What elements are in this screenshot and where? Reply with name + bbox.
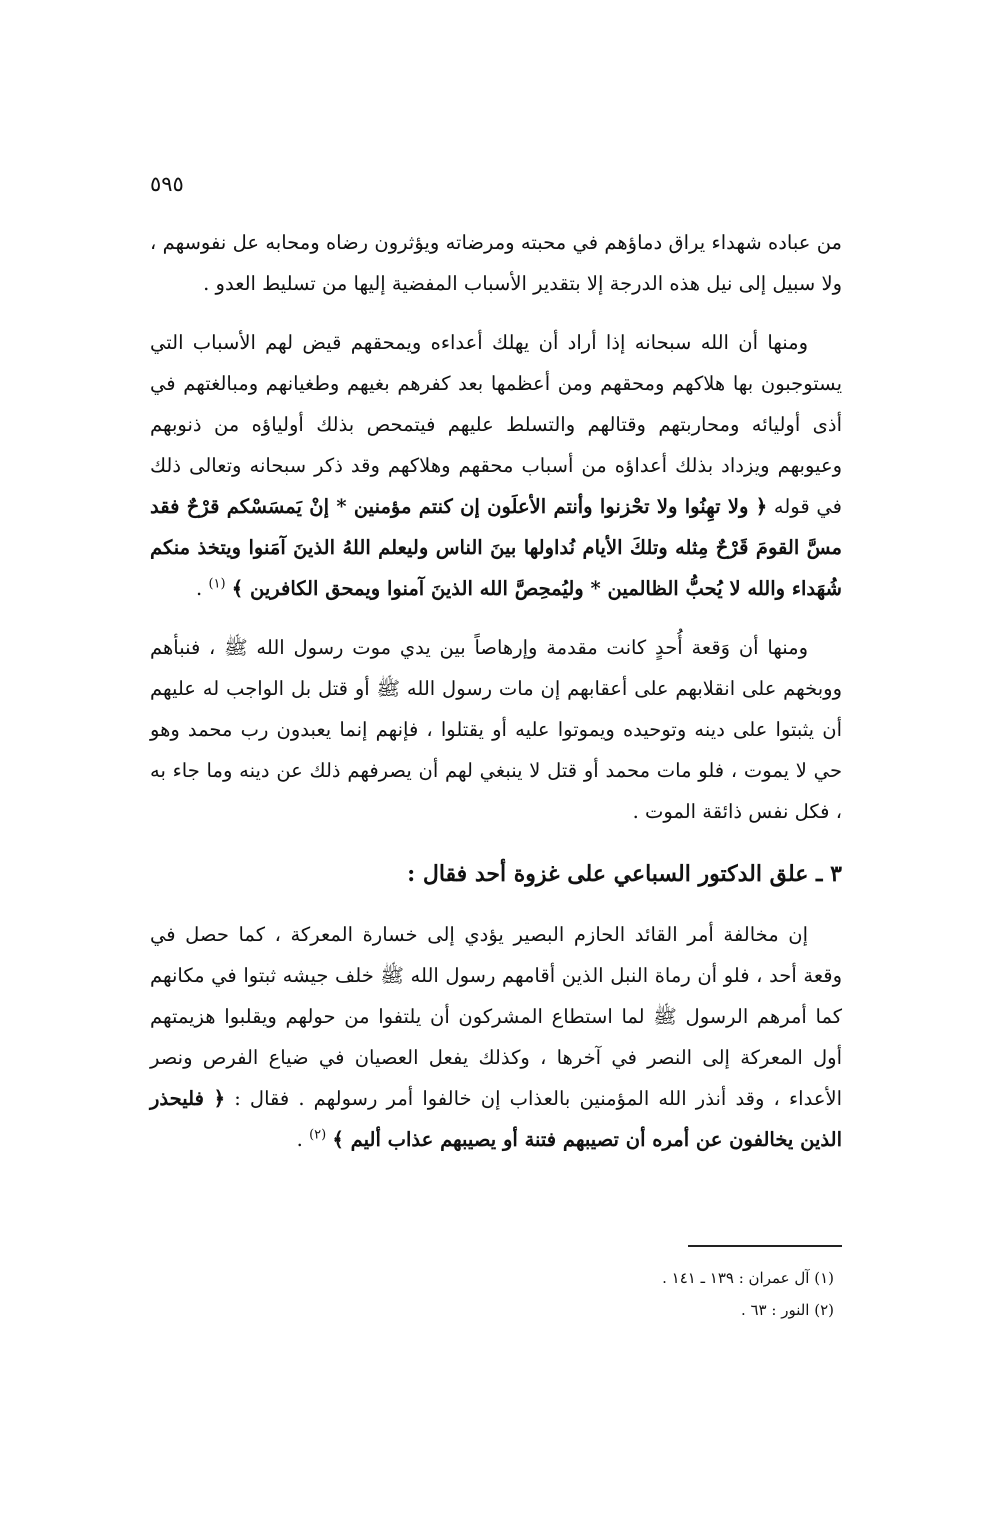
- paragraph-2-end: .: [196, 577, 209, 600]
- paragraph-4-end: .: [296, 1128, 310, 1151]
- paragraph-2: [150, 322, 842, 609]
- footnote-ref-1[interactable]: (١): [208, 576, 226, 592]
- quran-verse-1: ﴿ ولا تهِنُوا ولا تحْزنوا وأنتم الأعلَون إن كنتم مؤمنين * إنْ يَمسَسْكم قرْحٌ فقد مسَّ القومَ قَرْحٌ مِثله وتلكَ الأيام نُداولها بينَ الناس وليعلم اللهُ الذينَ آمَنوا ويتخذ منكم شُهَداء والله لا يُحبُّ الظالمين * وليُمحِصَّ الله الذينَ آمنوا ويمحق الكافرين ﴾: [150, 495, 842, 600]
- footnote-1: (١) آل عمران : ١٣٩ ـ ١٤١ .: [662, 1269, 834, 1287]
- paragraph-4: [150, 914, 842, 1160]
- page-number: ٥٩٥: [150, 172, 184, 196]
- footnotes: [150, 1262, 842, 1326]
- footnote-2: (٢) النور : ٦٣ .: [740, 1301, 834, 1319]
- footnote-ref-2[interactable]: (٢): [309, 1127, 327, 1143]
- paragraph-4-text: إن مخالفة أمر القائد الحازم البصير يؤدي إلى خسارة المعركة ، كما حصل في وقعة أحد ، فلو أن رماة النبل الذين أقامهم رسول الله ﷺ خلف جيشه ثبتوا في مكانهم كما أمرهم الرسول ﷺ لما استطاع المشركون أن يلتفوا من حولهم ويقلبوا هزيمتهم أول المعركة إلى النصر في آخرها ، وكذلك يفعل العصيان في ضياع الفرص ونصر الأعداء ، وقد أنذر الله المؤمنين بالعذاب إن خالفوا أمر رسولهم . فقال :: [150, 923, 843, 1110]
- book-page: [150, 0, 842, 1518]
- main-text: [150, 222, 842, 1160]
- quran-verse-2: ﴿ فليحذر الذين يخالفون عن أمره أن تصيبهم فتنة أو يصيبهم عذاب أليم ﴾: [150, 1087, 842, 1151]
- footnote-divider: [688, 1245, 842, 1247]
- paragraph-1: من عباده شهداء يراق دماؤهم في محبته ومرضاته ويؤثرون رضاه ومحابه عل نفوسهم ، ولا سبيل إلى نيل هذه الدرجة إلا بتقدير الأسباب المفضية إليها من تسليط العدو .: [150, 231, 842, 295]
- paragraph-2-text: ومنها أن الله سبحانه إذا أراد أن يهلك أعداءه ويمحقهم قيض لهم الأسباب التي يستوجبون بها هلاكهم ومحقهم ومن أعظمها بعد كفرهم بغيهم وطغيانهم ومبالغتهم في أذى أوليائه ومحاربتهم وقتالهم والتسلط عليهم فيتمحص بذلك أولياؤه من ذنوبهم وعيوبهم ويزداد بذلك أعداؤه من أسباب محقهم وهلاكهم وقد ذكر سبحانه وتعالى ذلك في قوله: [150, 331, 842, 518]
- paragraph-3: ومنها أن وَقعة أُحدٍ كانت مقدمة وإرهاصاً بين يدي موت رسول الله ﷺ ، فنبأهم ووبخهم على انقلابهم على أعقابهم إن مات رسول الله ﷺ أو قتل بل الواجب له عليهم أن يثبتوا على دينه وتوحيده ويموتوا عليه أو يقتلوا ، فإنهم إنما يعبدون رب محمد وهو حي لا يموت ، فلو مات محمد أو قتل لا ينبغي لهم أن يصرفهم ذلك عن دينه وما جاء به ، فكل نفس ذائقة الموت .: [150, 636, 842, 823]
- section-heading: ٣ ـ علق الدكتور السباعي على غزوة أحد فقال :: [407, 861, 842, 887]
